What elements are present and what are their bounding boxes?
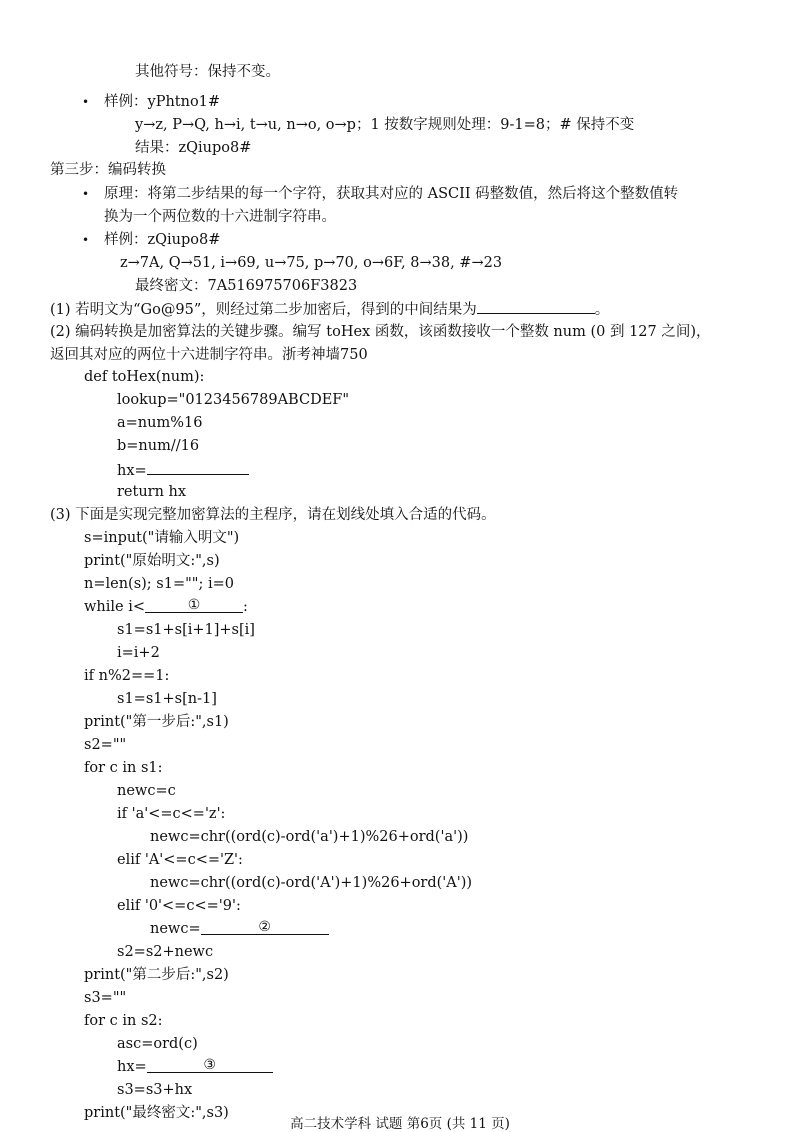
question-1 bbox=[50, 298, 609, 320]
code-line: i=i+2 bbox=[117, 645, 160, 661]
code-line: s1=s1+s[n-1] bbox=[117, 691, 217, 707]
section-heading: 第三步：编码转换 bbox=[50, 162, 166, 178]
answer-blank[interactable] bbox=[477, 298, 595, 314]
text-line: 结果：zQiupo8# bbox=[135, 140, 252, 156]
code-line: s2="" bbox=[84, 737, 127, 753]
text-line: 原理：将第二步结果的每一个字符，获取其对应的 ASCII 码整数值，然后将这个整数值转 bbox=[104, 186, 679, 202]
code-line bbox=[150, 919, 329, 939]
code-text: hx= bbox=[117, 463, 147, 479]
blank-mark: ② bbox=[258, 919, 271, 935]
code-line: b=num//16 bbox=[117, 438, 200, 454]
answer-blank-3[interactable] bbox=[147, 1057, 273, 1073]
blank-mark: ① bbox=[187, 597, 201, 613]
code-line: if n%2==1: bbox=[84, 668, 170, 684]
bullet-icon: • bbox=[82, 95, 90, 109]
bullet-icon: • bbox=[82, 187, 90, 201]
code-line: n=len(s); s1=""; i=0 bbox=[84, 576, 234, 592]
code-line: s1=s1+s[i+1]+s[i] bbox=[117, 622, 255, 638]
text-line: 换为一个两位数的十六进制字符串。 bbox=[104, 209, 336, 225]
code-line bbox=[84, 597, 248, 617]
text-line: 样例：yPhtno1# bbox=[104, 94, 221, 110]
text-line: y→z, P→Q, h→i, t→u, n→o, o→p；1 按数字规则处理：9-1=8；# 保持不变 bbox=[135, 117, 635, 133]
code-line bbox=[117, 459, 249, 481]
bullet-icon: • bbox=[82, 233, 90, 247]
code-line: if 'a'<=c<='z': bbox=[117, 806, 226, 822]
answer-blank[interactable] bbox=[147, 459, 249, 475]
code-line: elif 'A'<=c<='Z': bbox=[117, 852, 243, 868]
code-line: print("第一步后:",s1) bbox=[84, 714, 229, 730]
code-text: newc= bbox=[150, 921, 201, 937]
code-text: : bbox=[243, 599, 248, 615]
question-text: 。 bbox=[594, 302, 610, 318]
code-text: while i< bbox=[84, 599, 146, 615]
blank-mark: ③ bbox=[203, 1057, 216, 1073]
page-footer: 高二技术学科 试题 第6页 (共 11 页) bbox=[290, 1116, 510, 1132]
code-line: asc=ord(c) bbox=[117, 1036, 198, 1052]
code-line: for c in s1: bbox=[84, 760, 163, 776]
code-line: a=num%16 bbox=[117, 415, 203, 431]
question-2-cont: 返回其对应的两位十六进制字符串。浙考神墙750 bbox=[50, 347, 368, 363]
question-2: (2) 编码转换是加密算法的关键步骤。编写 toHex 函数，该函数接收一个整数 num (0 到 127 之间)， bbox=[50, 324, 711, 340]
code-line: s2=s2+newc bbox=[117, 944, 214, 960]
answer-blank-2[interactable] bbox=[201, 919, 329, 935]
question-text: (1) 若明文为“Go@95”，则经过第二步加密后，得到的中间结果为 bbox=[50, 302, 477, 318]
code-line bbox=[117, 1057, 273, 1077]
code-line: return hx bbox=[117, 484, 187, 500]
code-line: print("第二步后:",s2) bbox=[84, 967, 229, 983]
text-line: 其他符号：保持不变。 bbox=[135, 64, 280, 80]
code-line: s=input("请输入明文") bbox=[84, 530, 240, 546]
code-line: print("最终密文:",s3) bbox=[84, 1105, 229, 1121]
code-line: def toHex(num): bbox=[84, 369, 205, 385]
code-line: s3="" bbox=[84, 990, 127, 1006]
answer-blank-1[interactable] bbox=[145, 597, 243, 613]
code-line: newc=c bbox=[117, 783, 176, 799]
text-line: z→7A, Q→51, i→69, u→75, p→70, o→6F, 8→38, #→23 bbox=[120, 255, 503, 271]
code-line: s3=s3+hx bbox=[117, 1082, 193, 1098]
text-line: 最终密文：7A516975706F3823 bbox=[135, 278, 358, 294]
code-line: newc=chr((ord(c)-ord('A')+1)%26+ord('A')) bbox=[150, 875, 473, 891]
code-line: lookup="0123456789ABCDEF" bbox=[117, 392, 350, 408]
code-line: print("原始明文:",s) bbox=[84, 553, 220, 569]
text-line: 样例：zQiupo8# bbox=[104, 232, 221, 248]
code-line: newc=chr((ord(c)-ord('a')+1)%26+ord('a')) bbox=[150, 829, 469, 845]
code-text: hx= bbox=[117, 1059, 147, 1075]
code-line: elif '0'<=c<='9': bbox=[117, 898, 241, 914]
question-3: (3) 下面是实现完整加密算法的主程序，请在划线处填入合适的代码。 bbox=[50, 507, 496, 523]
code-line: for c in s2: bbox=[84, 1013, 163, 1029]
